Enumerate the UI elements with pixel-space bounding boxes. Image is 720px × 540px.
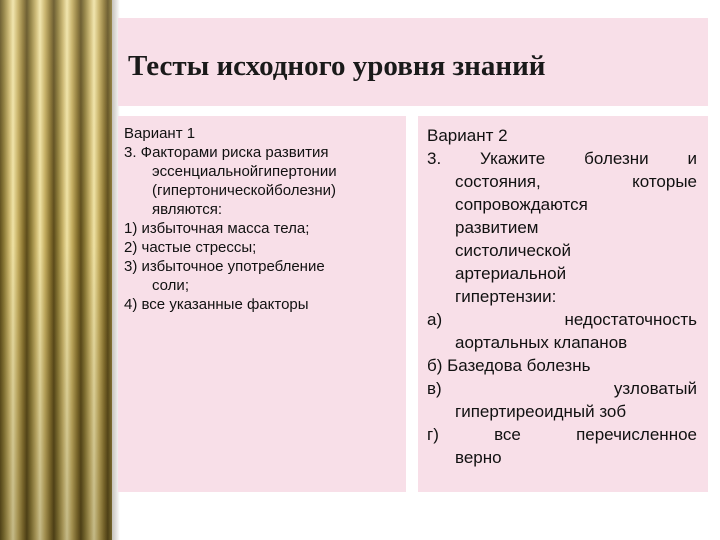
slide-title: Тесты исходного уровня знаний bbox=[128, 50, 546, 82]
variant-2-option-b: б) Базедова болезнь bbox=[427, 356, 591, 375]
variant-1-question: 3. Факторами риска развития bbox=[124, 144, 329, 161]
variant-1-option: 2) частые стрессы; bbox=[124, 239, 257, 256]
variant-1-panel bbox=[118, 116, 406, 492]
variant-2-question-line: артериальной bbox=[455, 264, 567, 283]
variant-2-option-d-cont: верно bbox=[455, 448, 502, 467]
variant-2-question-line: гипертензии: bbox=[455, 287, 557, 306]
variant-1-question-line: эссенциальнойгипертонии bbox=[152, 163, 337, 180]
variant-2-option-d: г) все перечисленное bbox=[427, 425, 697, 444]
variant-1-question-line: (гипертоническойболезни) bbox=[152, 182, 337, 199]
variant-1-option: 1) избыточная масса тела; bbox=[124, 220, 310, 237]
title-panel bbox=[118, 18, 708, 106]
variant-2-heading: Вариант 2 bbox=[427, 126, 508, 145]
variant-1-question-line: являются: bbox=[152, 201, 223, 218]
variant-2-option-a: а) недостаточность bbox=[427, 310, 697, 329]
variant-2-question-line: сопровождаются bbox=[455, 195, 588, 214]
variant-2-panel bbox=[418, 116, 708, 492]
variant-2-option-c-cont: гипертиреоидный зоб bbox=[455, 402, 627, 421]
variant-1-option: 3) избыточное употребление bbox=[124, 258, 325, 275]
gold-curtain-decoration bbox=[0, 0, 112, 540]
variant-2-question-line: состояния, которые bbox=[455, 172, 697, 191]
variant-2-question-line: систолической bbox=[455, 241, 571, 260]
variant-2-question: 3. Укажите болезни и bbox=[427, 149, 697, 168]
variant-2-option-a-cont: аортальных клапанов bbox=[455, 333, 628, 352]
variant-1-option: 4) все указанные факторы bbox=[124, 296, 309, 313]
variant-1-option-cont: соли; bbox=[152, 277, 189, 294]
variant-2-question-line: развитием bbox=[455, 218, 539, 237]
variant-2-option-c: в) узловатый bbox=[427, 379, 697, 398]
variant-1-heading: Вариант 1 bbox=[124, 125, 196, 142]
